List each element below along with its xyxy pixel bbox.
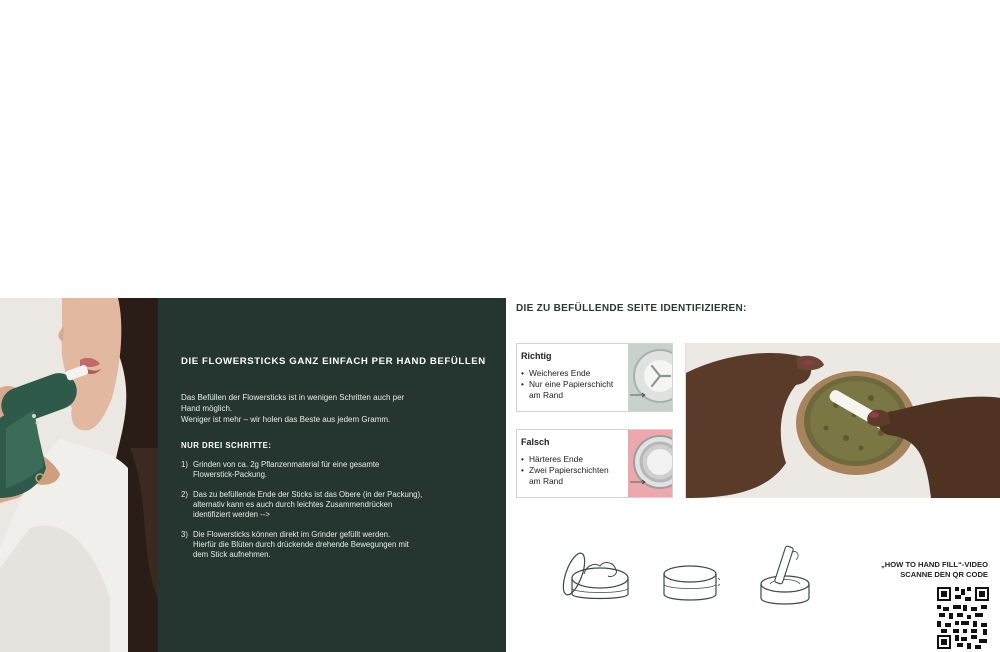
grinder-stick-illustration	[756, 540, 814, 612]
correct-card-title: Richtig	[521, 351, 552, 361]
step-number: 1)	[181, 460, 188, 469]
correct-card-list	[521, 368, 613, 401]
wrong-card-list	[521, 454, 609, 487]
hard-end-thumbnail	[628, 430, 672, 497]
step-line: Grinden von ca. 2g Pflanzenmaterial für eine gesamte	[193, 460, 380, 469]
list-item: • Nur eine Papierschicht	[521, 379, 613, 390]
soft-end-thumbnail	[628, 344, 672, 411]
grinder-closed-illustration	[660, 548, 720, 612]
stick-end-icon	[628, 344, 672, 411]
intro-line: Weniger ist mehr – wir holen das Beste aus jedem Gramm.	[181, 415, 391, 424]
woman-vaporizer-photo	[0, 298, 158, 652]
intro-line: Das Befüllen der Flowersticks ist in wenigen Schritten auch per	[181, 393, 405, 402]
correct-card	[516, 343, 673, 412]
qr-label	[881, 560, 988, 580]
identify-side-title: DIE ZU BEFÜLLENDE SEITE IDENTIFIZIEREN:	[516, 303, 747, 314]
list-item: • Zwei Papierschichten	[521, 465, 609, 476]
step-line: Die Flowersticks können direkt im Grinder gefüllt werden.	[193, 530, 391, 539]
step-line: identifiziert werden -->	[193, 510, 270, 519]
stick-end-icon	[628, 430, 672, 497]
step-line: alternativ kann es auch durch leichtes Zusammendrücken	[193, 500, 393, 509]
step-line: Hierfür die Blüten durch drückende drehende Bewegungen mit	[193, 540, 409, 549]
photo-illustration	[0, 298, 158, 652]
step-number: 2)	[181, 490, 188, 499]
grinder-open-illustration	[556, 548, 632, 612]
qr-label-line: „HOW TO HAND FILL“-VIDEO	[880, 560, 988, 569]
steps-title: NUR DREI SCHRITTE:	[181, 441, 272, 450]
intro-line: Hand möglich.	[181, 404, 233, 413]
wrong-card-title: Falsch	[521, 437, 550, 447]
wrong-card	[516, 429, 673, 498]
list-item: am Rand	[529, 390, 563, 400]
list-item: • Härteres Ende	[521, 454, 609, 465]
qr-label-line: SCANNE DEN QR CODE	[900, 570, 988, 579]
step-line: dem Stick aufnehmen.	[193, 550, 271, 559]
panel-intro	[181, 392, 471, 425]
list-item: am Rand	[529, 476, 563, 486]
qr-code-icon[interactable]	[937, 587, 989, 649]
instruction-panel	[158, 298, 506, 652]
step-number: 3)	[181, 530, 188, 539]
list-item: • Weicheres Ende	[521, 368, 613, 379]
grinder-filling-photo	[685, 343, 1000, 498]
grinder-photo-illustration	[686, 343, 1000, 498]
panel-title: DIE FLOWERSTICKS GANZ EINFACH PER HAND BEFÜLLEN	[181, 356, 486, 367]
step-line: Flowerstick-Packung.	[193, 470, 268, 479]
step-line: Das zu befüllende Ende der Sticks ist das Obere (in der Packung),	[193, 490, 423, 499]
